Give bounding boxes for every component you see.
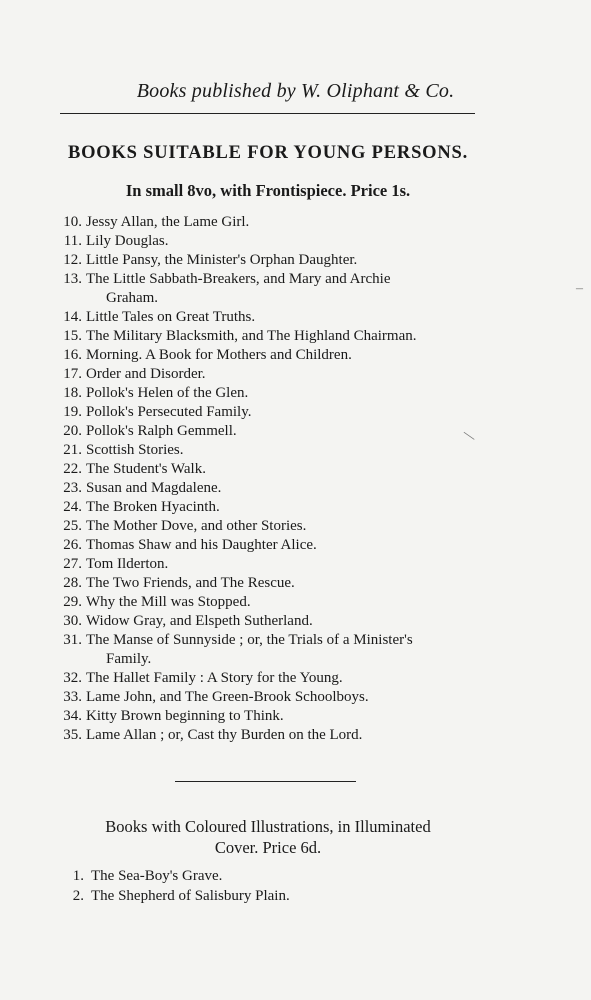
list-item [0,631,591,669]
list-item [0,327,591,346]
item-number: 12. [63,252,82,268]
item-number: 14. [63,309,82,325]
item-number: 18. [63,385,82,401]
margin-mark: – [576,281,583,296]
book-list-illustrated [0,866,591,906]
item-title: The Manse of Sunnyside ; or, the Trials of a Minister's [86,632,413,648]
item-title: The Military Blacksmith, and The Highland Chairman. [86,328,417,344]
list-item [0,308,591,327]
item-number: 20. [63,423,82,439]
item-number: 1. [72,868,84,884]
item-title: Lame John, and The Green-Brook Schoolboys. [86,689,369,705]
item-title: Pollok's Persecuted Family. [86,404,252,420]
item-title: The Hallet Family : A Story for the Young. [86,670,343,686]
list-item [0,365,591,384]
item-number: 28. [63,575,82,591]
list-item [0,612,591,631]
item-title: The Shepherd of Salisbury Plain. [91,888,290,904]
list-item [0,384,591,403]
list-item [0,422,591,441]
list-item [0,593,591,612]
section2-title-line1: Books with Coloured Illustrations, in Illuminated [105,817,431,836]
header-rule [60,113,475,114]
item-number: 30. [63,613,82,629]
list-item [0,270,591,308]
list-item [0,479,591,498]
item-title: Tom Ilderton. [86,556,169,572]
item-title: Order and Disorder. [86,366,206,382]
item-number: 26. [63,537,82,553]
item-title: The Student's Walk. [86,461,206,477]
item-title: Thomas Shaw and his Daughter Alice. [86,537,317,553]
item-number: 19. [63,404,82,420]
list-item [0,517,591,536]
list-item [0,726,591,745]
item-number: 32. [63,670,82,686]
item-number: 22. [63,461,82,477]
item-title-continuation: Graham. [106,290,159,306]
item-title: The Little Sabbath-Breakers, and Mary and Archie [86,271,391,287]
section-subtitle: In small 8vo, with Frontispiece. Price 1s. [125,181,411,200]
item-title: The Two Friends, and The Rescue. [86,575,295,591]
item-title: Pollok's Helen of the Glen. [86,385,249,401]
list-item [0,707,591,726]
item-title: The Broken Hyacinth. [86,499,220,515]
item-title: Why the Mill was Stopped. [86,594,251,610]
running-head: Books published by W. Oliphant & Co. [136,80,455,102]
item-number: 33. [63,689,82,705]
item-title: Susan and Magdalene. [86,480,222,496]
item-number: 31. [63,632,82,648]
list-item [0,251,591,270]
section-divider [175,781,356,782]
list-item [0,555,591,574]
list-item [0,346,591,365]
list-item [0,403,591,422]
list-item [0,669,591,688]
list-item [0,213,591,232]
item-number: 24. [63,499,82,515]
item-number: 15. [63,328,82,344]
item-title: Scottish Stories. [86,442,184,458]
list-item [0,574,591,593]
list-item [0,886,591,906]
margin-mark: | [462,430,476,442]
item-title: Little Pansy, the Minister's Orphan Daughter. [86,252,358,268]
section-title: BOOKS SUITABLE FOR YOUNG PERSONS. [67,143,469,163]
item-title: Widow Gray, and Elspeth Sutherland. [86,613,313,629]
item-number: 13. [63,271,82,287]
list-item [0,441,591,460]
item-number: 35. [63,727,82,743]
item-number: 11. [63,233,82,249]
section2-title [0,816,536,858]
list-item [0,866,591,886]
item-number: 23. [63,480,82,496]
item-number: 2. [72,888,84,904]
item-number: 16. [63,347,82,363]
item-number: 10. [63,214,82,230]
item-title: Kitty Brown beginning to Think. [86,708,284,724]
item-title: Lily Douglas. [86,233,169,249]
item-number: 34. [63,708,82,724]
item-title: Pollok's Ralph Gemmell. [86,423,237,439]
list-item [0,688,591,707]
item-title-continuation: Family. [106,651,152,667]
book-list [0,213,591,745]
item-title: Morning. A Book for Mothers and Children. [86,347,352,363]
item-number: 21. [63,442,82,458]
list-item [0,536,591,555]
item-title: Little Tales on Great Truths. [86,309,256,325]
list-item [0,232,591,251]
list-item [0,460,591,479]
item-title: Jessy Allan, the Lame Girl. [86,214,250,230]
item-number: 29. [63,594,82,610]
item-title: The Sea-Boy's Grave. [91,868,223,884]
section2-title-line2: Cover. Price 6d. [214,838,322,857]
item-title: Lame Allan ; or, Cast thy Burden on the Lord. [86,727,363,743]
item-number: 27. [63,556,82,572]
item-number: 17. [63,366,82,382]
item-title: The Mother Dove, and other Stories. [86,518,307,534]
list-item [0,498,591,517]
item-number: 25. [63,518,82,534]
